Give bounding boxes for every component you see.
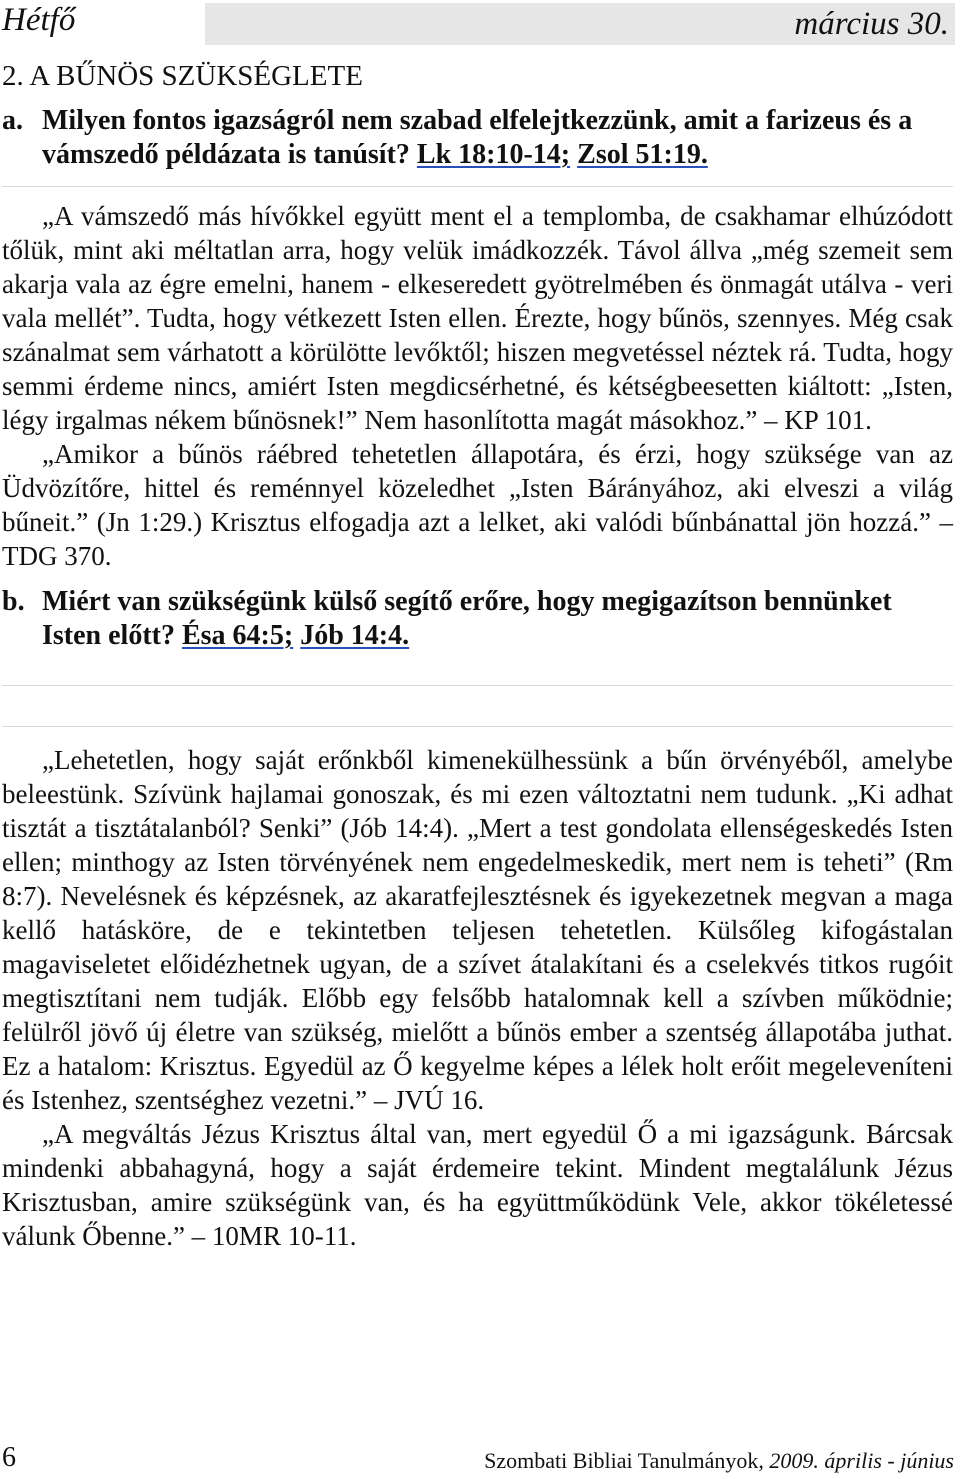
- lesson-content: [2, 58, 953, 1253]
- bible-ref-link[interactable]: Lk 18:10-14;: [416, 139, 571, 170]
- question-b-text: Miért van szükségünk külső segítő erőre, hogy megigazítson bennünket Isten előtt?: [42, 586, 892, 651]
- answer-line: [2, 726, 953, 727]
- answer-line: [2, 685, 953, 686]
- question-a: [2, 104, 953, 172]
- publication-title: Szombati Bibliai Tanulmányok,: [484, 1448, 770, 1473]
- quote-paragraph: „Lehetetlen, hogy saját erőnkből kimenekülhessünk a bűn örvényéből, amelybe beleestünk. Szívünk hajlamai gonoszak, és mi ezen változtatni nem tudunk. „Ki adhat tisztát a tisztátalanból? Senki” (Jób 14:4). „Mert a test gondolata ellenségeskedés Isten ellen; minthogy az Isten törvényének nem engedelmeskedik, mert nem is teheti” (Rm 8:7). Nevelésnek és képzésnek, az akaratfejlesztésnek és igyekezetnek megvan a maga kellő hatásköre, de e tekintetben teljesen tehetetlen. Külsőleg kifogástalan magaviseletet előidézhetnek ugyan, de a szívet átalakítani és a cselekvés titkos rugóit megtisztítani nem tudják. Előbb egy felsőbb hatalomnak kell a szívben működnie; felülről jövő új életre van szükség, mielőtt a bűnös ember a szentség állapotába juthat. Ez a hatalom: Krisztus. Egyedül az Ő kegyelme képes a lélek holt erőit megeleveníteni és Istenhez, szentséghez vezetni.” – JVÚ 16.: [2, 745, 953, 1115]
- day-label: Hétfő: [2, 2, 76, 38]
- question-a-body: [42, 104, 953, 172]
- page-number: 6: [2, 1442, 16, 1473]
- question-b-body: [42, 585, 953, 653]
- publication-period: 2009. április - június: [769, 1448, 954, 1473]
- question-a-text: Milyen fontos igazságról nem szabad elfelejtkezzünk, amit a farizeus és a vámszedő példázata is tanúsít?: [42, 105, 913, 170]
- quote-paragraph: „Amikor a bűnös ráébred tehetetlen állapotára, és érzi, hogy szüksége van az Üdvözítőre, hittel és reménnyel közeledhet „Isten Bárányához, aki elveszi a világ bűneit.” (Jn 1:29.) Krisztus elfogadja azt a lelket, aki valódi bűnbánattal jön hozzá.” – TDG 370.: [2, 439, 953, 571]
- date-label: március 30.: [794, 6, 949, 42]
- question-a-label: a.: [2, 105, 23, 136]
- bible-ref-link[interactable]: Zsol 51:19.: [577, 139, 708, 170]
- page-footer: [2, 1442, 954, 1476]
- date-bar: [205, 3, 955, 45]
- page-header: [0, 0, 960, 46]
- question-b: [2, 585, 953, 653]
- answer-line: [2, 186, 953, 187]
- question-b-label: b.: [2, 586, 25, 617]
- bible-ref-link[interactable]: Ésa 64:5;: [181, 620, 294, 651]
- bible-ref-link[interactable]: Jób 14:4.: [300, 620, 410, 651]
- section-title: 2. A BŰNÖS SZÜKSÉGLETE: [2, 60, 363, 92]
- publication-info: [484, 1448, 954, 1474]
- quote-paragraph: „A vámszedő más hívőkkel együtt ment el a templomba, de csakhamar elhúzódott tőlük, mint aki méltatlan arra, hogy velük imádkozzék. Távol állva „még szemeit sem akarja vala az égre emelni, hanem - elkeseredett gyötrelmében és önmagát utálva - veri vala mellét”. Tudta, hogy vétkezett Isten ellen. Érezte, hogy bűnös, szennyes. Még csak szánalmat sem várhatott a körülötte levőktől; hiszen megvetéssel néztek rá. Tudta, hogy semmi érdeme nincs, amiért Isten megdicsérhetné, és kétségbeesetten kiáltott: „Isten, légy irgalmas nékem bűnösnek!” Nem hasonlította magát másokhoz.” – KP 101.: [2, 201, 953, 435]
- quote-paragraph: „A megváltás Jézus Krisztus által van, mert egyedül Ő a mi igazságunk. Bárcsak mindenki abbahagyná, hogy a saját érdemeire tekint. Mindent megtalálunk Jézus Krisztusban, amire szükségünk van, és ha együttműködünk Vele, akkor tökéletessé válunk Őbenne.” – 10MR 10-11.: [2, 1119, 953, 1251]
